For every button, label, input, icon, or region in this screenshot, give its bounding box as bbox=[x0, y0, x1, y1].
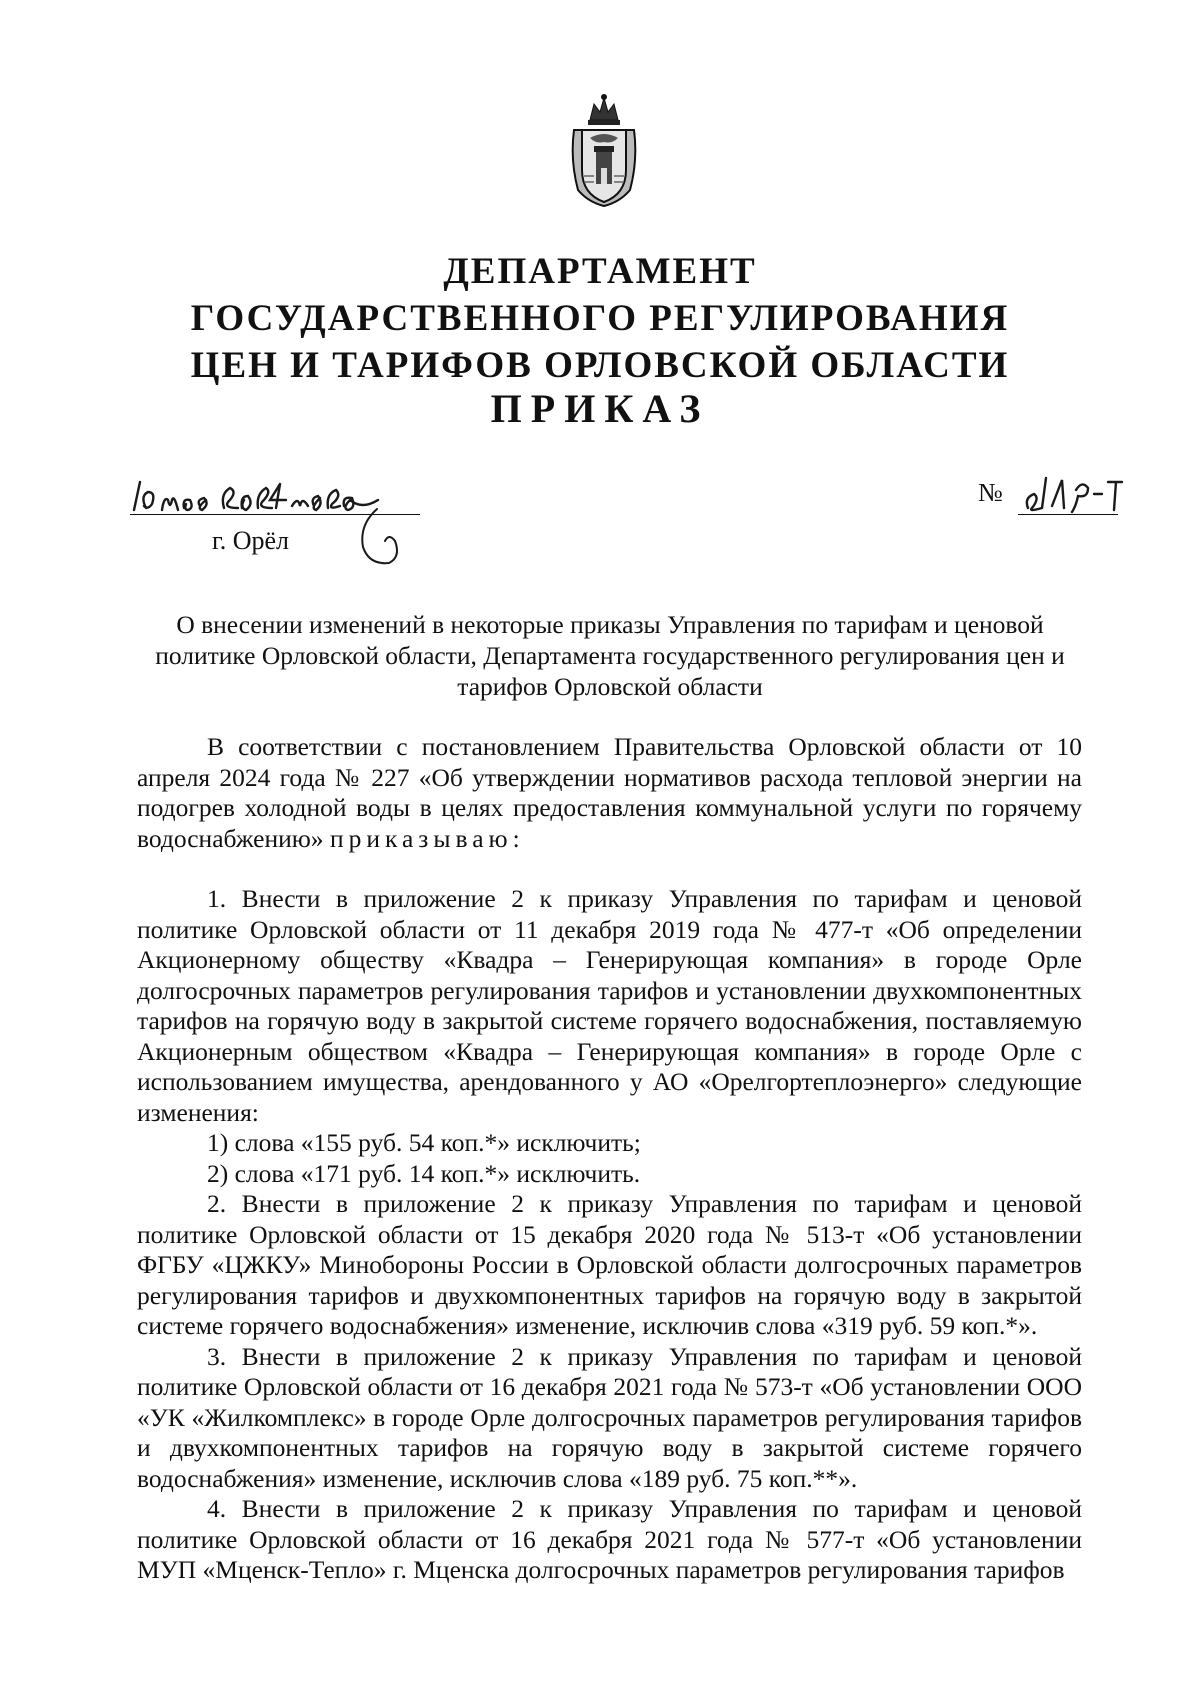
document-title: ПРИКАЗ bbox=[490, 386, 710, 431]
document-subject: О внесении изменений в некоторые приказы Управления по тарифам и ценовой политике Орловской области, Департамента государственного регулирования цен и тарифов Орловской области bbox=[155, 610, 1065, 701]
document-body bbox=[137, 732, 1082, 1586]
paragraph-1-item-2: 2) слова «171 руб. 14 коп.*» исключить. bbox=[207, 1158, 641, 1188]
handwritten-mark bbox=[355, 505, 405, 570]
department-header bbox=[0, 248, 1200, 389]
city-label: г. Орёл bbox=[212, 526, 290, 555]
header-line-2: ГОСУДАРСТВЕННОГО РЕГУЛИРОВАНИЯ bbox=[190, 298, 1010, 339]
paragraph-3: 3. Внести в приложение 2 к приказу Управления по тарифам и ценовой политике Орловской области от 16 декабря 2021 года № 573-т «Об установлении ООО «УК «Жилкомплекс» в городе Орле долгосрочных параметров регулирования тарифов и двухкомпонентных тарифов на горячую воду в закрытой системе горячего водоснабжения» изменение, исключив слова «189 руб. 75 коп.**». bbox=[137, 1341, 1082, 1493]
number-underline bbox=[1018, 514, 1118, 515]
intro-text: В соответствии с постановлением Правительства Орловской области от 10 апреля 2024 года № 227 «Об утверждении нормативов расхода тепловой энергии на подогрев холодной воды в целях предоставления коммунальной услуги по горячему водоснабжению» bbox=[137, 732, 1082, 853]
paragraph-intro bbox=[137, 732, 1082, 854]
intro-order: приказываю: bbox=[329, 823, 525, 853]
header-line-3: ЦЕН И ТАРИФОВ ОРЛОВСКОЙ ОБЛАСТИ bbox=[190, 345, 1010, 386]
paragraph-4: 4. Внести в приложение 2 к приказу Управления по тарифам и ценовой политике Орловской области от 16 декабря 2021 года № 577-т «Об установлении МУП «Мценск-Тепло» г. Мценска долгосрочных параметров регулирования тарифов bbox=[137, 1494, 1082, 1584]
handwritten-number bbox=[1022, 468, 1127, 516]
coat-of-arms-emblem bbox=[568, 90, 640, 210]
paragraph-1-item-1: 1) слова «155 руб. 54 коп.*» исключить; bbox=[207, 1128, 641, 1157]
number-label: № bbox=[978, 478, 1003, 507]
paragraph-2: 2. Внести в приложение 2 к приказу Управления по тарифам и ценовой политике Орловской области от 15 декабря 2020 года № 513-т «Об установлении ФГБУ «ЦЖКУ» Минобороны России в Орловской области долгосрочных параметров регулирования тарифов и двухкомпонентных тарифов на горячую воду в закрытой системе горячего водоснабжения» изменение, исключив слова «319 руб. 59 коп.*». bbox=[137, 1189, 1082, 1340]
header-line-1: ДЕПАРТАМЕНТ bbox=[443, 251, 757, 292]
paragraph-1: 1. Внести в приложение 2 к приказу Управления по тарифам и ценовой политике Орловской области от 11 декабря 2019 года № 477-т «Об определении Акционерному обществу «Квадра – Генерирующая компания» в городе Орле долгосрочных параметров регулирования тарифов и установлении двухкомпонентных тарифов на горячую воду в закрытой системе горячего водоснабжения, поставляемую Акционерным обществом «Квадра – Генерирующая компания» в городе Орле с использованием имущества, арендованного у АО «Орелгортеплоэнерго» следующие изменения: bbox=[137, 884, 1082, 1127]
